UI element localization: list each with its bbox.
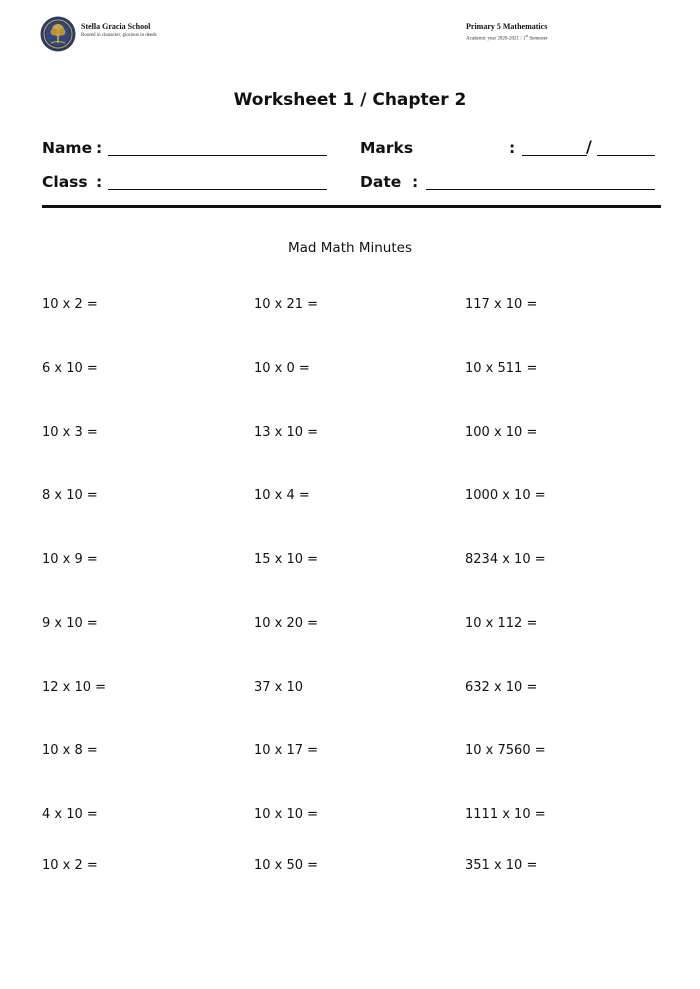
class-colon: : [96,173,103,191]
math-problem: 8234 x 10 = [465,552,546,567]
marks-colon: : [509,139,516,157]
math-problem: 10 x 7560 = [465,743,546,758]
date-label: Date [360,173,402,191]
math-problem: 10 x 0 = [254,361,310,376]
class-field[interactable] [108,189,327,190]
math-problem: 10 x 21 = [254,297,319,312]
name-field[interactable] [108,155,327,156]
math-problem: 10 x 8 = [42,743,98,758]
school-motto: Rooted in character, glorious in deeds [81,33,157,38]
course-name: Primary 5 Mathematics [466,22,548,31]
math-problem: 10 x 9 = [42,552,98,567]
academic-year [466,32,548,44]
section-subtitle: Mad Math Minutes [288,240,412,256]
math-problem: 10 x 511 = [465,361,538,376]
worksheet-title: Worksheet 1 / Chapter 2 [233,90,467,110]
marks-slash: / [586,137,592,156]
math-problem: 351 x 10 = [465,858,538,873]
math-problem: 117 x 10 = [465,297,538,312]
math-problem: 10 x 10 = [254,807,319,822]
class-label: Class [42,173,88,191]
semester-word: Semester [528,36,548,42]
academic-year-text: Academic year 2020-2021 / 1 [466,36,526,42]
math-problem: 10 x 2 = [42,297,98,312]
math-problem: 6 x 10 = [42,361,98,376]
name-colon: : [96,139,103,157]
marks-total-field[interactable] [597,155,655,156]
math-problem: 1000 x 10 = [465,488,546,503]
math-problem: 100 x 10 = [465,425,538,440]
math-problem: 13 x 10 = [254,425,319,440]
school-name: Stella Gracia School [81,22,151,31]
math-problem: 10 x 112 = [465,616,538,631]
math-problem: 1111 x 10 = [465,807,546,822]
math-problem: 15 x 10 = [254,552,319,567]
math-problem: 10 x 2 = [42,858,98,873]
date-field[interactable] [426,189,655,190]
marks-label: Marks [360,139,414,157]
semester-ordinal: st [525,33,529,38]
math-problem: 37 x 10 [254,680,304,695]
math-problem: 10 x 3 = [42,425,98,440]
math-problem: 8 x 10 = [42,488,98,503]
school-info [81,21,157,40]
header-divider [42,205,661,208]
math-problem: 632 x 10 = [465,680,538,695]
math-problem: 12 x 10 = [42,680,107,695]
math-problem: 10 x 17 = [254,743,319,758]
school-logo-icon [40,16,76,52]
math-problem: 4 x 10 = [42,807,98,822]
math-problem: 9 x 10 = [42,616,98,631]
marks-score-field[interactable] [522,155,587,156]
date-colon: : [412,173,419,191]
name-label: Name [42,139,93,157]
math-problem: 10 x 4 = [254,488,310,503]
math-problem: 10 x 20 = [254,616,319,631]
math-problem: 10 x 50 = [254,858,319,873]
course-info [466,21,548,44]
